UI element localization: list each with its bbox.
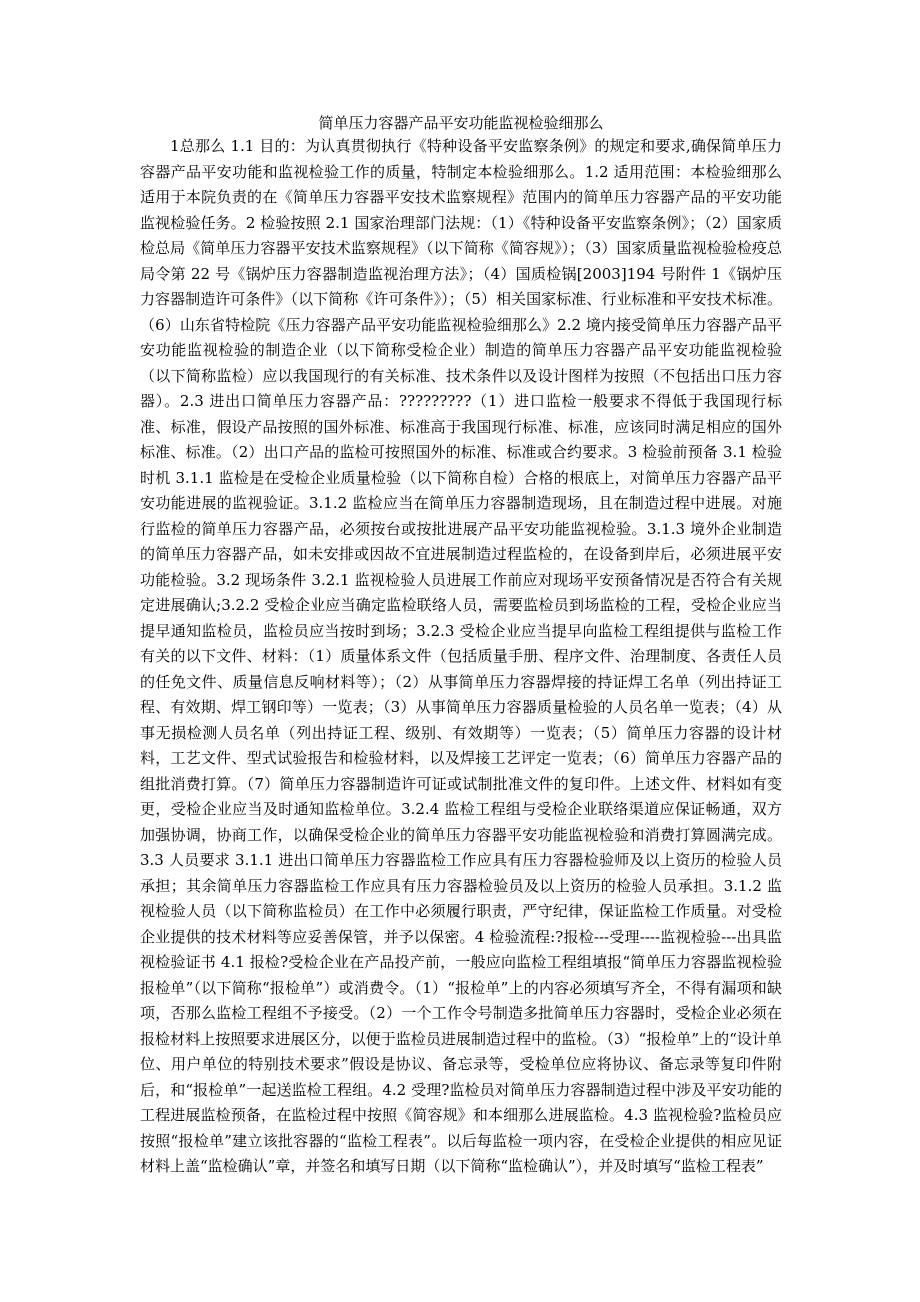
- document-title: 简单压力容器产品平安功能监视检验细那么: [318, 114, 604, 132]
- document-body: 1总那么 1.1 目的：为认真贯彻执行《特种设备平安监察条例》的规定和要求,确保简单压力容器产品平安功能和监视检验工作的质量，特制定本检验细那么。1.2 适用范围：本检验细那么适用于本院负责的在《简单压力容器平安技术监察规程》范围内的简单压力容器产品的平安功能监视检验任务。2 检验按照 2.1 国家治理部门法规：（1）《特种设备平安监察条例》；（2）国家质检总局《简单压力容器平安技术监察规程》（以下简称《简容规》）；（3）国家质量监视检验检疫总局令第 22 号《锅炉压力容器制造监视治理方法》；（4）国质检锅[2003]194 号附件 1《锅炉压力容器制造许可条件》（以下简称《许可条件》）；（5）相关国家标准、行业标准和平安技术标准。（6）山东省特检院《压力容器产品平安功能监视检验细那么》2.2 境内接受简单压力容器产品平安功能监视检验的制造企业（以下简称受检企业）制造的简单压力容器产品平安功能监视检验（以下简称监检）应以我国现行的有关标准、技术条件以及设计图样为按照（不包括出口压力容器）。2.3 进出口简单压力容器产品：?????????（1）进口监检一般要求不得低于我国现行标准、标准，假设产品按照的国外标准、标准高于我国现行标准、标准，应该同时满足相应的国外标准、标准。（2）出口产品的监检可按照国外的标准、标准或合约要求。3 检验前预备 3.1 检验时机 3.1.1 监检是在受检企业质量检验（以下简称自检）合格的根底上，对简单压力容器产品平安功能进展的监视验证。3.1.2 监检应当在简单压力容器制造现场，且在制造过程中进展。对施行监检的简单压力容器产品，必须按台或按批进展产品平安功能监视检验。3.1.3 境外企业制造的简单压力容器产品，如未安排或因故不宜进展制造过程监检的，在设备到岸后，必须进展平安功能检验。3.2 现场条件 3.2.1 监视检验人员进展工作前应对现场平安预备情况是否符合有关规定进展确认;3.2.2 受检企业应当确定监检联络人员，需要监检员到场监检的工程，受检企业应当提早通知监检员，监检员应当按时到场；3.2.3 受检企业应当提早向监检工程组提供与监检工作有关的以下文件、材料：（1）质量体系文件（包括质量手册、程序文件、治理制度、各责任人员的任免文件、质量信息反响材料等）；（2）从事简单压力容器焊接的持证焊工名单（列出持证工程、有效期、焊工钢印等）一览表；（3）从事简单压力容器质量检验的人员名单一览表；（4）从事无损检测人员名单（列出持证工程、级别、有效期等）一览表；（5）简单压力容器的设计材料，工艺文件、型式试验报告和检验材料，以及焊接工艺评定一览表；（6）简单压力容器产品的组批消费打算。（7）简单压力容器制造许可证或试制批准文件的复印件。上述文件、材料如有变更，受检企业应当及时通知监检单位。3.2.4 监检工程组与受检企业联络渠道应保证畅通，双方加强协调，协商工作，以确保受检企业的简单压力容器平安功能监视检验和消费打算圆满完成。3.3 人员要求 3.1.1 进出口简单压力容器监检工作应具有压力容器检验师及以上资历的检验人员承担；其余简单压力容器监检工作应具有压力容器检验员及以上资历的检验人员承担。3.1.2 监视检验人员（以下简称监检员）在工作中必须履行职责，严守纪律，保证监检工作质量。对受检企业提供的技术材料等应妥善保管，并予以保密。4 检验流程:?报检---受理----监视检验---出具监视检验证书 4.1 报检?受检企业在产品投产前，一般应向监检工程组填报“简单压力容器监视检验报检单”（以下简称“报检单”）或消费令。（1）“报检单”上的内容必须填写齐全，不得有漏项和缺项，否那么监检工程组不予接受。（2）一个工作令号制造多批简单压力容器时，受检企业必须在报检材料上按照要求进展区分，以便于监检员进展制造过程中的监检。（3）“报检单”上的“设计单位、用户单位的特别技术要求”假设是协议、备忘录等，受检单位应将协议、备忘录等复印件附后，和“报检单”一起送监检工程组。4.2 受理?监检员对简单压力容器制造过程中涉及平安功能的工程进展监检预备，在监检过程中按照《简容规》和本细那么进展监检。4.3 监视检验?监检员应按照“报检单”建立该批容器的“监检工程表”。以后每监检一项内容，在受检企业提供的相应见证材料上盖“监检确认”章，并签名和填写日期（以下简称“监检确认”），并及时填写“监检工程表”: [140, 137, 782, 1175]
- document-page: [140, 112, 782, 1282]
